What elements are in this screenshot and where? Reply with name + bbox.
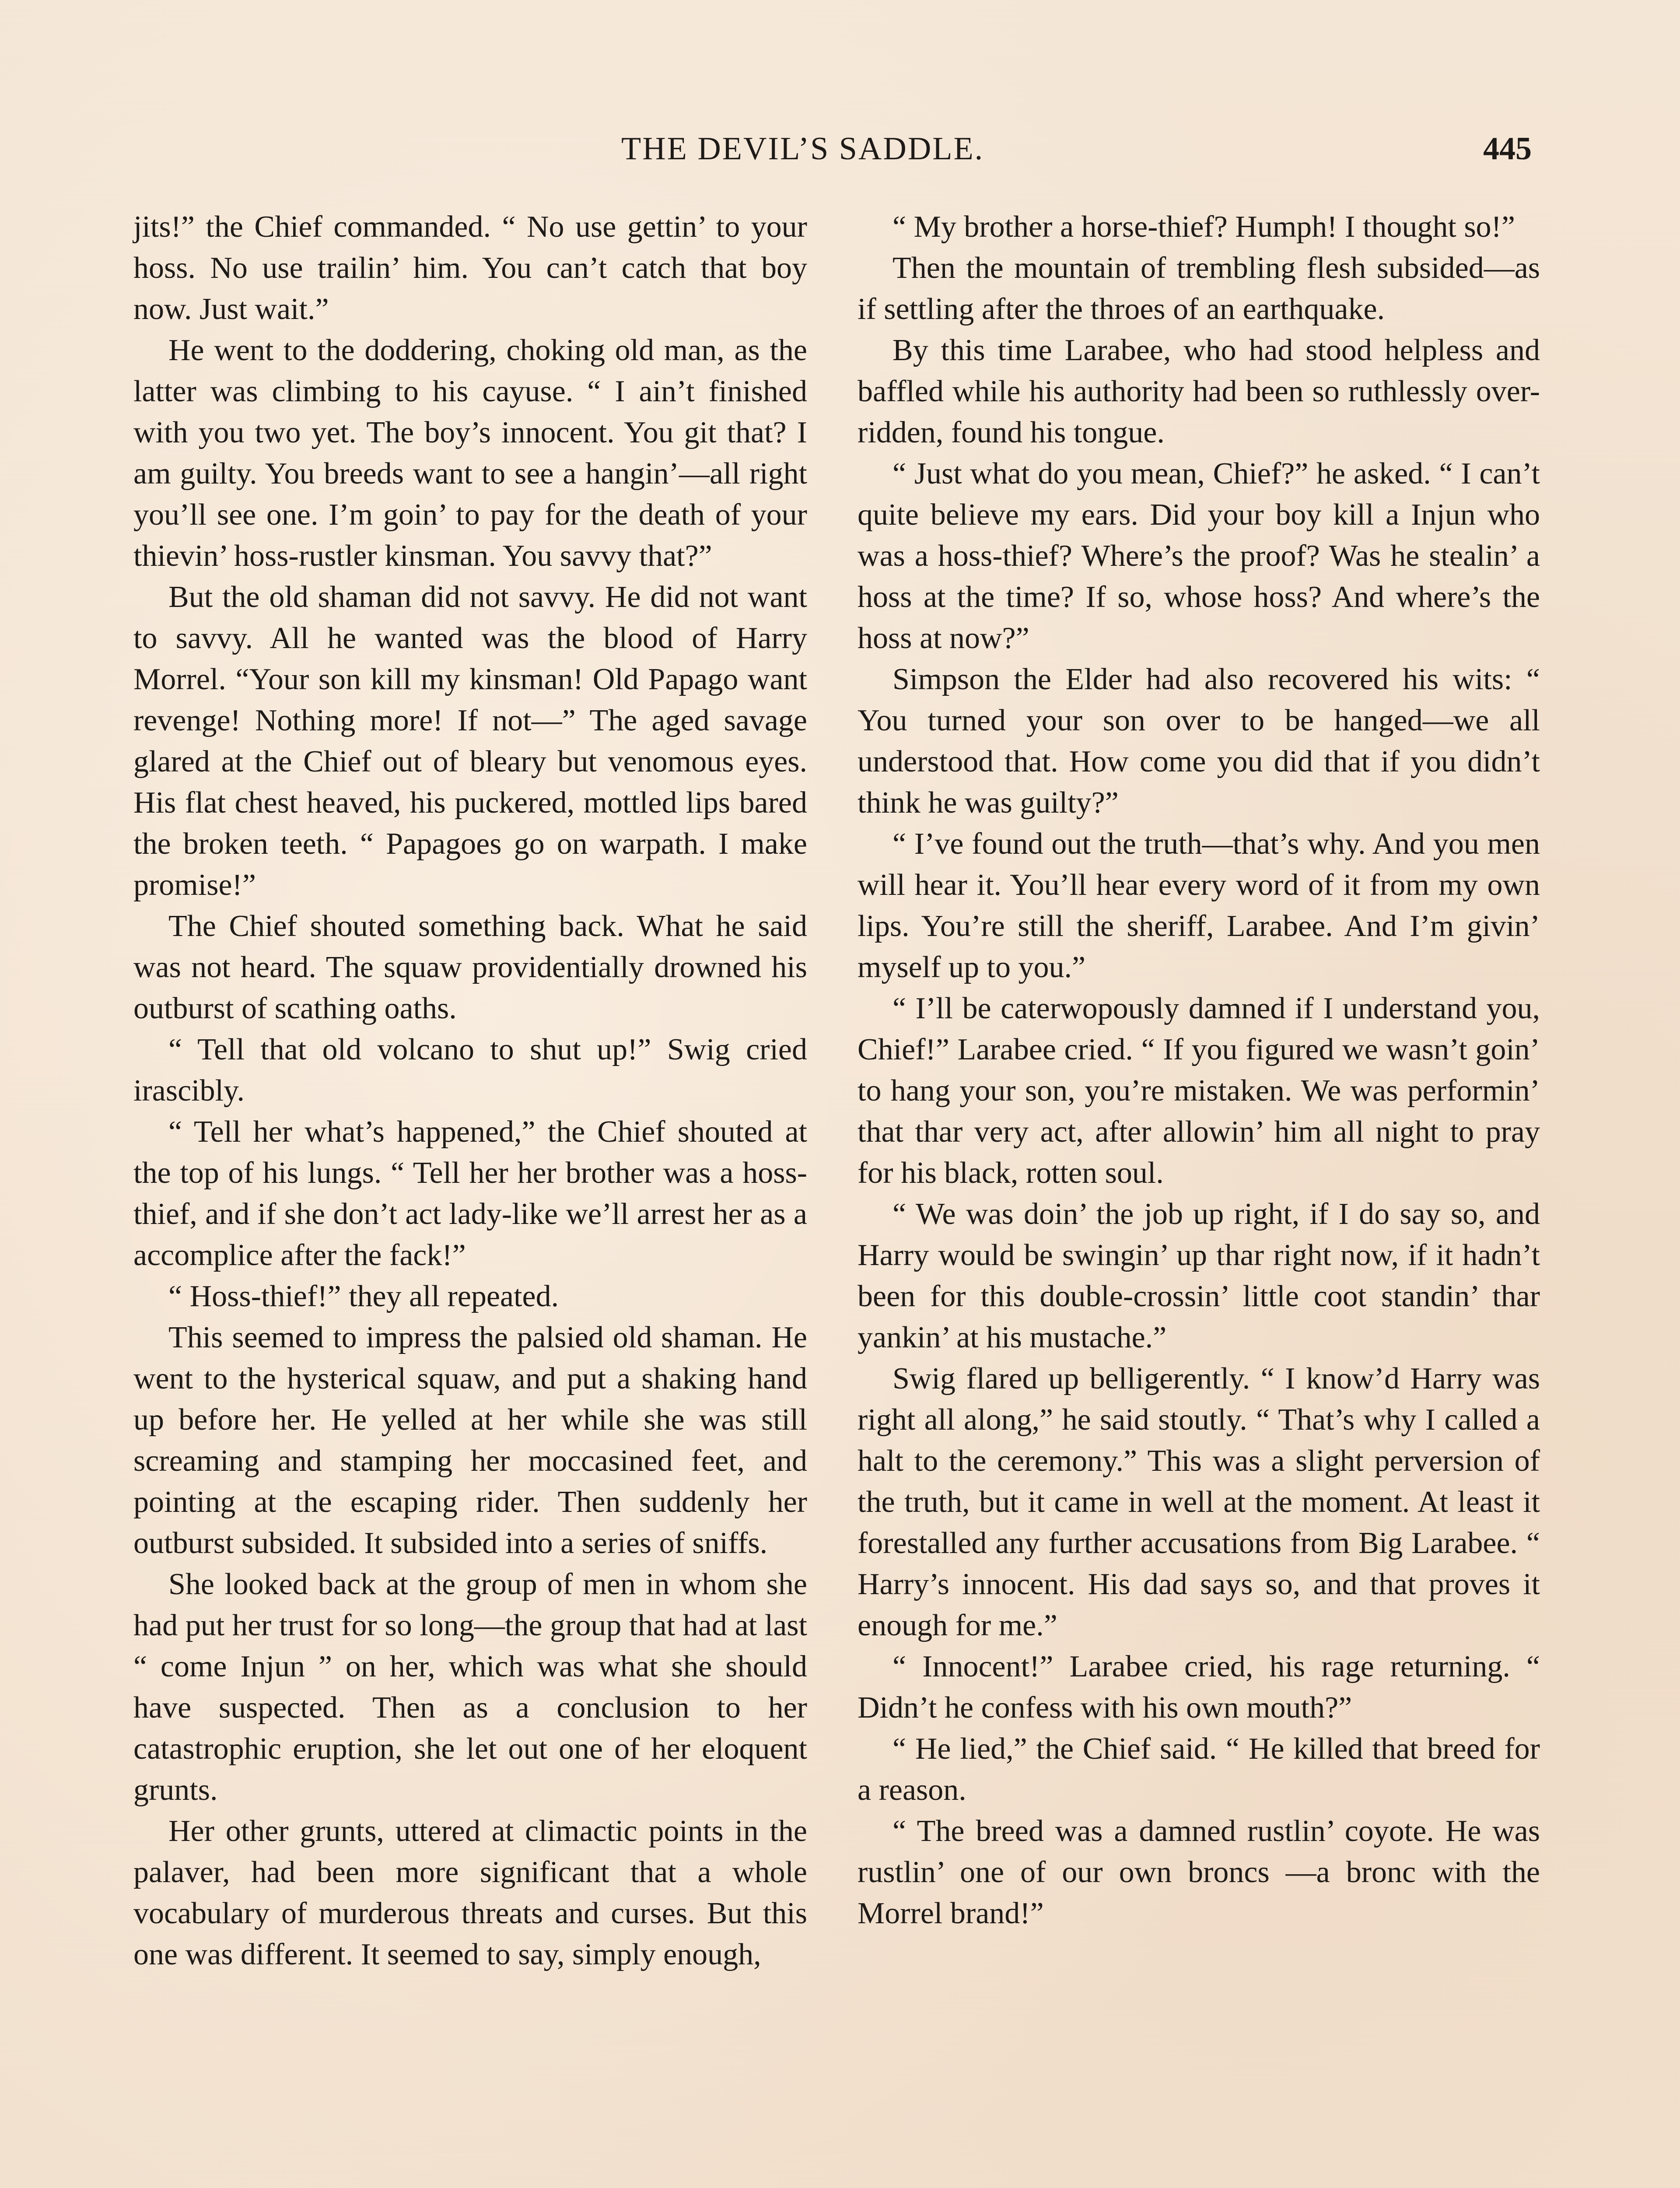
paragraph: But the old shaman did not savvy. He did not want to savvy. All he wanted was the blood of Harry Morrel. “Your son kill my kinsman! Old Papago want revenge! Nothing more! If not—” The aged savage glared at the Chief out of bleary but venomous eyes. His flat chest heaved, his puckered, mottled lips bared the broken teeth. “ Papagoes go on warpath. I make promise!”	[133, 580, 807, 902]
paragraph: Swig flared up belligerently. “ I know’d Harry was right all along,” he said stoutly. “ That’s why I called a halt to the ceremony.” This was a slight perversion of the truth, but it came in well at the moment. At least it forestalled any further accusations from Big Larabee. “ Harry’s innocent. His dad says so, and that proves it enough for me.”	[858, 1362, 1540, 1642]
right-text-column	[858, 207, 1540, 1934]
paragraph: “ I’ll be caterwopously damned if I understand you, Chief!” Larabee cried. “ If you figured we wasn’t goin’ to hang your son, you’re mistaken. We was performin’ that thar very act, after allowin’ him all night to pray for his black, rotten soul.	[858, 992, 1540, 1190]
page-number: 445	[1483, 131, 1532, 167]
paragraph: “ Hoss-thief!” they all repeated.	[168, 1280, 559, 1313]
paragraph: She looked back at the group of men in whom she had put her trust for so long—the group that had at last “ come Injun ” on her, which was what she should have suspected. Then as a conclusion to her catastrophic eruption, she let out one of her eloquent grunts.	[133, 1567, 807, 1807]
paragraph: “ I’ve found out the truth—that’s why. And you men will hear it. You’ll hear every word of it from my own lips. You’re still the sheriff, Larabee. And I’m givin’ myself up to you.”	[858, 827, 1540, 984]
paragraph: “ Innocent!” Larabee cried, his rage returning. “ Didn’t he confess with his own mouth?”	[858, 1650, 1540, 1725]
paragraph: By this time Larabee, who had stood helpless and baffled while his authority had been so ruthlessly over-ridden, found his tongue.	[858, 333, 1540, 449]
paragraph: “ Tell her what’s happened,” the Chief shouted at the top of his lungs. “ Tell her her brother was a hoss-thief, and if she don’t act lady-like we’ll arrest her as a accomplice after the fack!”	[133, 1115, 807, 1272]
paragraph: “ The breed was a damned rustlin’ coyote. He was rustlin’ one of our own broncs —a bronc with the Morrel brand!”	[858, 1814, 1540, 1930]
paragraph: jits!” the Chief commanded. “ No use gettin’ to your hoss. No use trailin’ him. You can’t catch that boy now. Just wait.”	[133, 210, 807, 326]
paragraph: Simpson the Elder had also recovered his wits: “ You turned your son over to be hanged—we all understood that. How come you did that if you didn’t think he was guilty?”	[858, 663, 1540, 820]
running-title: THE DEVIL’S SADDLE.	[621, 131, 984, 167]
left-text-column	[133, 207, 807, 1975]
paragraph: This seemed to impress the palsied old shaman. He went to the hysterical squaw, and put a shaking hand up before her. He yelled at her while she was still screaming and stamping her moccasined feet, and pointing at the escaping rider. Then suddenly her outburst subsided. It subsided into a series of sniffs.	[133, 1321, 807, 1560]
paragraph: The Chief shouted something back. What he said was not heard. The squaw providentially drowned his outburst of scathing oaths.	[133, 909, 807, 1025]
paragraph: “ Tell that old volcano to shut up!” Swig cried irascibly.	[133, 1033, 807, 1108]
page-header	[0, 125, 1680, 173]
paragraph: He went to the doddering, choking old man, as the latter was climbing to his cayuse. “ I ain’t finished with you two yet. The boy’s innocent. You git that? I am guilty. You breeds want to see a hangin’—all right you’ll see one. I’m goin’ to pay for the death of your thievin’ hoss-rustler kinsman. You savvy that?”	[133, 333, 807, 573]
paragraph: Her other grunts, uttered at climactic points in the palaver, had been more significant that a whole vocabulary of murderous threats and curses. But this one was different. It seemed to say, simply enough,	[133, 1814, 807, 1971]
paragraph: “ My brother a horse-thief? Humph! I thought so!”	[892, 210, 1515, 244]
paragraph: “ Just what do you mean, Chief?” he asked. “ I can’t quite believe my ears. Did your boy kill a Injun who was a hoss-thief? Where’s the proof? Was he stealin’ a hoss at the time? If so, whose hoss? And where’s the hoss at now?”	[858, 457, 1540, 655]
paragraph: “ We was doin’ the job up right, if I do say so, and Harry would be swingin’ up thar right now, if it hadn’t been for this double-crossin’ little coot standin’ thar yankin’ at his mustache.”	[858, 1197, 1540, 1354]
paragraph: Then the mountain of trembling flesh subsided—as if settling after the throes of an earthquake.	[858, 251, 1540, 326]
paragraph: “ He lied,” the Chief said. “ He killed that breed for a reason.	[858, 1732, 1540, 1807]
